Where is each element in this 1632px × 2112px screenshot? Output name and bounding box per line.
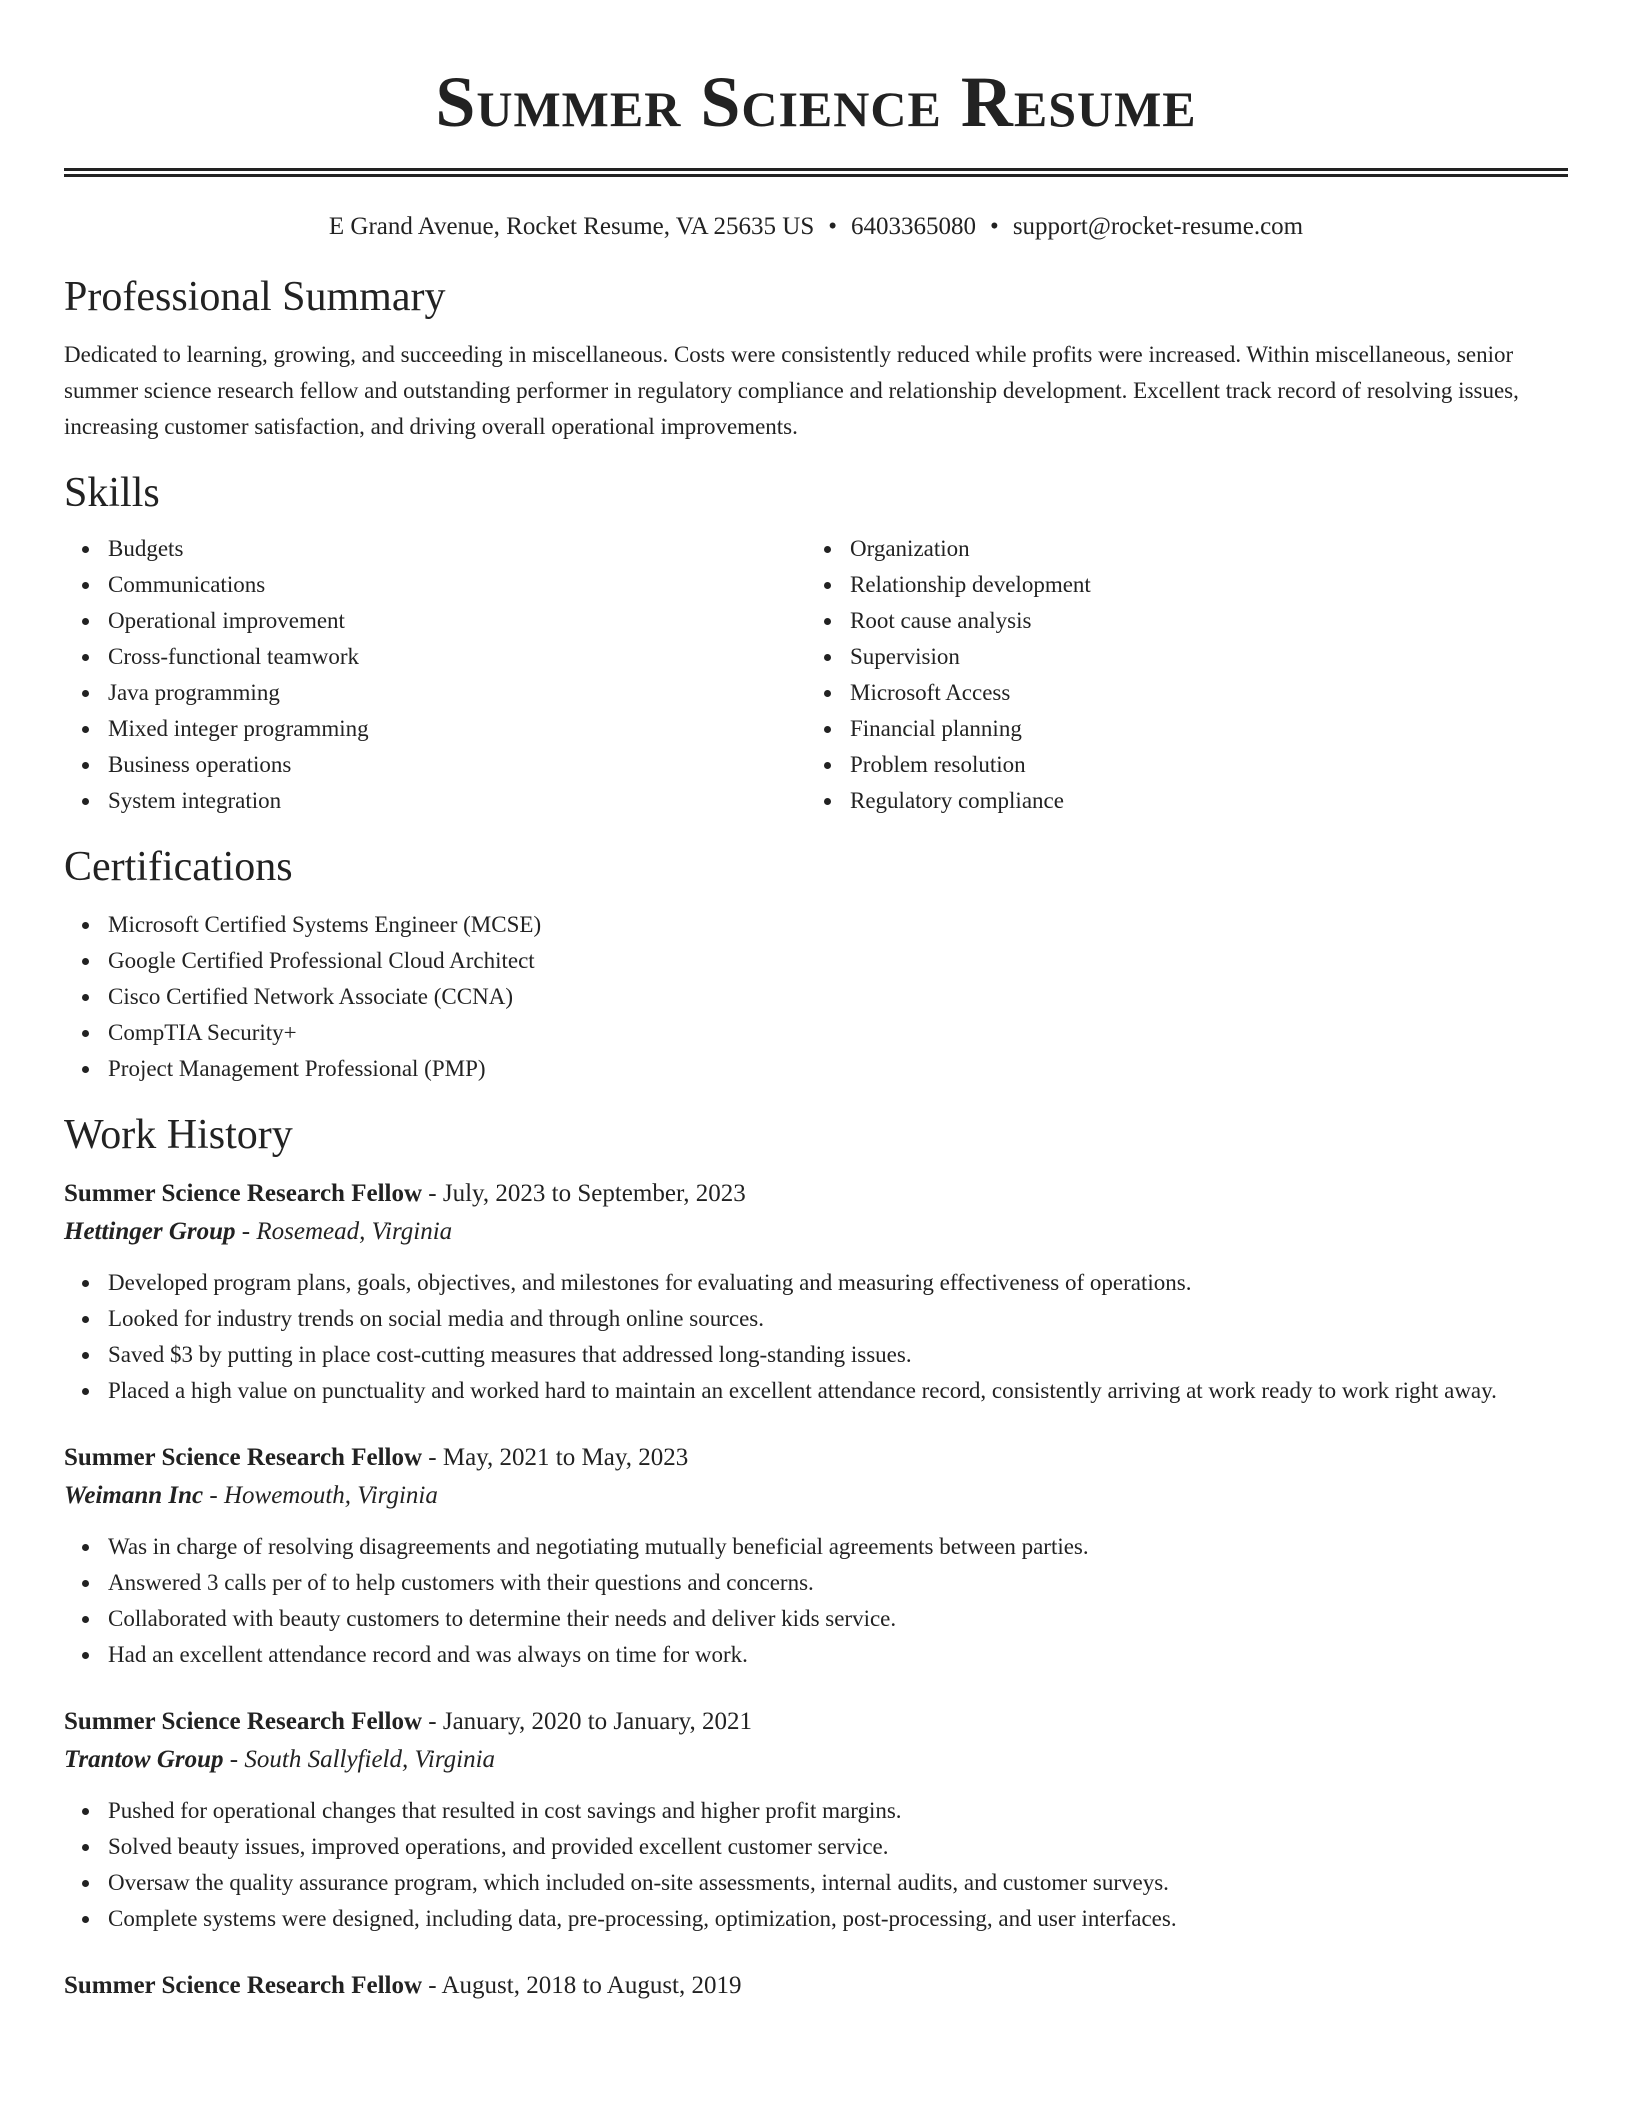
job-dates: - January, 2020 to January, 2021 (422, 1708, 753, 1735)
skill-item: Relationship development (850, 567, 1548, 603)
company-name: Hettinger Group (64, 1218, 236, 1245)
summary-heading: Professional Summary (64, 274, 446, 320)
skill-item: Operational improvement (108, 603, 806, 639)
skills-grid (64, 531, 1568, 819)
certification-item: Google Certified Professional Cloud Architect (108, 943, 1568, 979)
skill-item: Java programming (108, 675, 806, 711)
skill-item: Regulatory compliance (850, 783, 1548, 819)
title-divider (64, 168, 1568, 177)
skill-item: Communications (108, 567, 806, 603)
certification-item: Cisco Certified Network Associate (CCNA) (108, 979, 1568, 1015)
contact-separator: • (828, 213, 838, 240)
job-title: Summer Science Research Fellow (64, 1444, 423, 1471)
contact-separator: • (990, 213, 999, 240)
job-dates: - May, 2021 to May, 2023 (422, 1444, 689, 1471)
certifications-heading: Certifications (64, 844, 293, 890)
skill-item: Organization (850, 531, 1548, 567)
job-bullet: Collaborated with beauty customers to determine their needs and deliver kids service. (108, 1601, 1568, 1637)
job-entry (64, 1439, 1568, 1673)
job-title-line (64, 1439, 1568, 1477)
skill-item: System integration (108, 783, 806, 819)
skill-item: Supervision (850, 639, 1548, 675)
job-bullet: Had an excellent attendance record and was always on time for work. (108, 1637, 1568, 1673)
job-dates: - July, 2023 to September, 2023 (422, 1180, 746, 1207)
company-line (64, 1213, 1568, 1251)
skills-heading: Skills (64, 470, 160, 516)
skill-item: Microsoft Access (850, 675, 1548, 711)
contact-email: support@rocket-resume.com (1012, 213, 1304, 240)
job-bullet: Was in charge of resolving disagreements and negotiating mutually beneficial agreements between parties. (108, 1529, 1568, 1565)
company-location: - South Sallyfield, Virginia (223, 1746, 496, 1773)
skill-item: Financial planning (850, 711, 1548, 747)
job-title-line (64, 1175, 1568, 1213)
job-bullet: Pushed for operational changes that resulted in cost savings and higher profit margins. (108, 1793, 1568, 1829)
job-title: Summer Science Research Fellow (64, 1972, 423, 1999)
job-bullet: Complete systems were designed, including data, pre-processing, optimization, post-processing, and user interfaces. (108, 1901, 1568, 1937)
job-bullet: Looked for industry trends on social media and through online sources. (108, 1301, 1568, 1337)
job-title: Summer Science Research Fellow (64, 1708, 423, 1735)
skill-item: Business operations (108, 747, 806, 783)
skill-item: Mixed integer programming (108, 711, 806, 747)
certifications-list (64, 907, 1568, 1087)
certification-item: CompTIA Security+ (108, 1015, 1568, 1051)
job-bullets (64, 1265, 1568, 1409)
resume-title: Summer Science Resume (435, 62, 1197, 142)
job-title: Summer Science Research Fellow (64, 1180, 423, 1207)
job-title-line (64, 1703, 1568, 1741)
job-entry (64, 1703, 1568, 1937)
summary-text: Dedicated to learning, growing, and succeeding in miscellaneous. Costs were consistently reduced while profits were increased. Within miscellaneous, senior summer science research fellow and outstanding performer in regulatory compliance and relationship development. Excellent track record of resolving issues, increasing customer satisfaction, and driving overall operational improvements. (64, 342, 1519, 439)
job-bullets (64, 1529, 1568, 1673)
skill-item: Problem resolution (850, 747, 1548, 783)
skill-item: Root cause analysis (850, 603, 1548, 639)
job-bullet: Placed a high value on punctuality and worked hard to maintain an excellent attendance record, consistently arriving at work ready to work right away. (108, 1373, 1568, 1409)
certification-item: Microsoft Certified Systems Engineer (MCSE) (108, 907, 1568, 943)
job-dates: - August, 2018 to August, 2019 (422, 1972, 742, 1999)
company-name: Trantow Group (64, 1746, 224, 1773)
work-history-heading: Work History (64, 1112, 293, 1158)
contact-address: E Grand Avenue, Rocket Resume, VA 25635 US (328, 213, 815, 240)
contact-line (64, 211, 1568, 243)
job-bullet: Solved beauty issues, improved operations, and provided excellent customer service. (108, 1829, 1568, 1865)
company-line (64, 1741, 1568, 1779)
job-entry (64, 1175, 1568, 1409)
skill-item: Budgets (108, 531, 806, 567)
job-bullet: Answered 3 calls per of to help customers with their questions and concerns. (108, 1565, 1568, 1601)
resume-page (64, 0, 1568, 2005)
skill-item: Cross-functional teamwork (108, 639, 806, 675)
skills-column-right (806, 531, 1548, 819)
company-line (64, 1477, 1568, 1515)
job-entry (64, 1967, 1568, 2005)
company-location: - Rosemead, Virginia (235, 1218, 453, 1245)
job-title-line (64, 1967, 1568, 2005)
job-bullet: Developed program plans, goals, objectives, and milestones for evaluating and measuring effectiveness of operations. (108, 1265, 1568, 1301)
contact-phone: 6403365080 (851, 213, 977, 240)
company-location: - Howemouth, Virginia (203, 1482, 438, 1509)
job-bullet: Oversaw the quality assurance program, which included on-site assessments, internal audits, and customer surveys. (108, 1865, 1568, 1901)
skills-column-left (64, 531, 806, 819)
job-bullets (64, 1793, 1568, 1937)
company-name: Weimann Inc (64, 1482, 204, 1509)
certification-item: Project Management Professional (PMP) (108, 1051, 1568, 1087)
job-bullet: Saved $3 by putting in place cost-cutting measures that addressed long-standing issues. (108, 1337, 1568, 1373)
